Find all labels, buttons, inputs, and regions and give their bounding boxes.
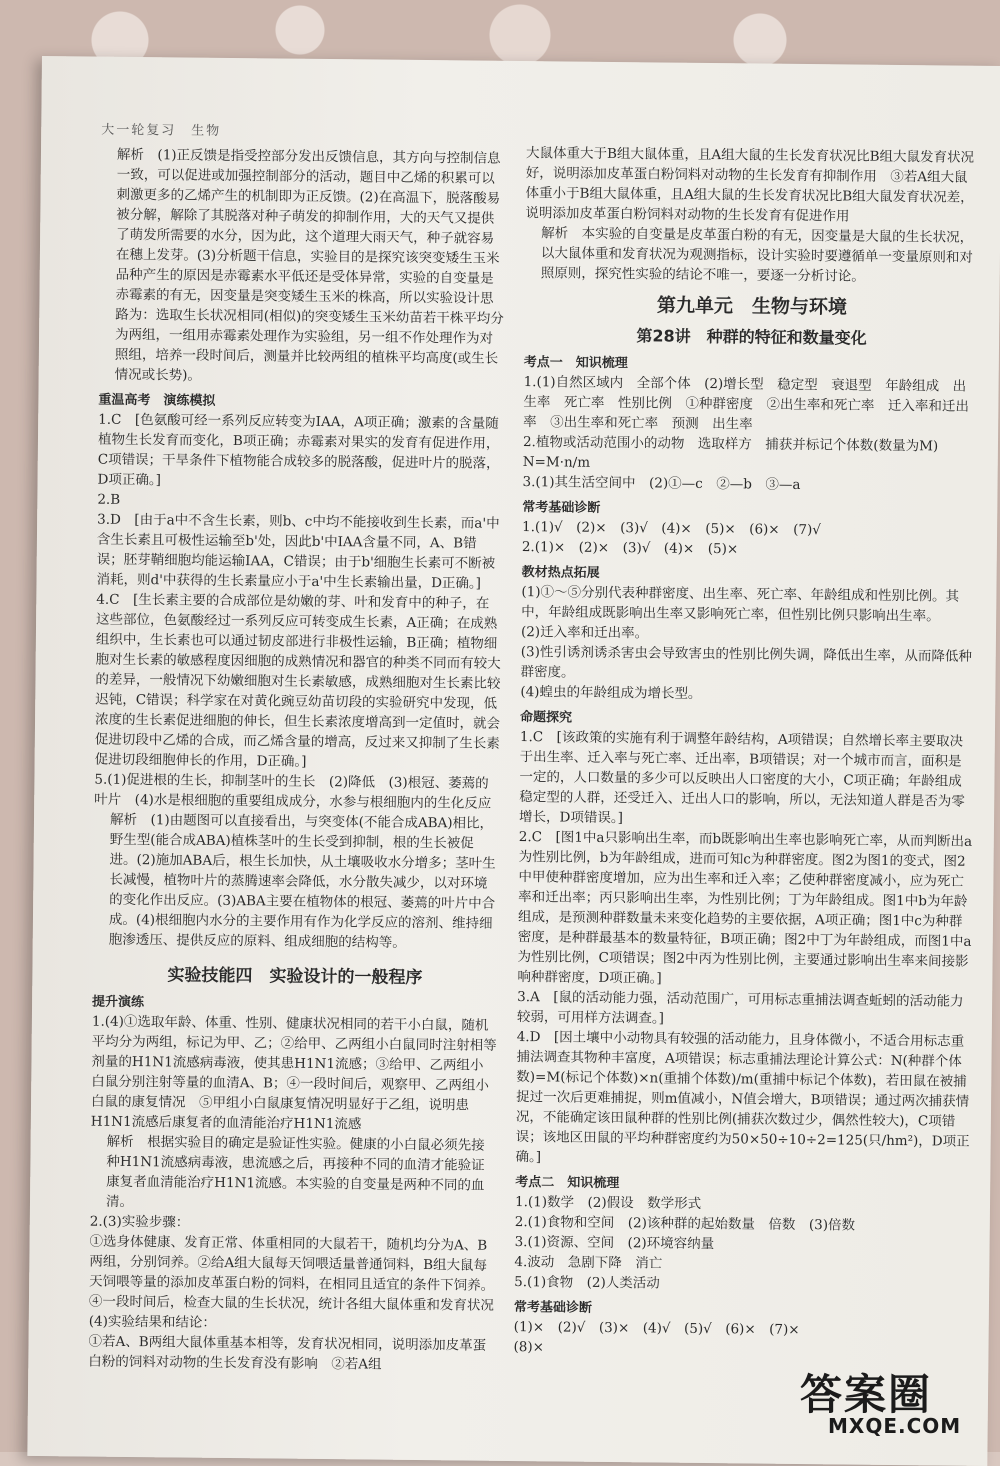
section-heading: 常考基础诊断 xyxy=(522,500,601,516)
answer-item: 1.(1)自然区域内 全部个体 (2)增长型 稳定型 衰退型 年龄组成 出生率 死亡率 性别比例 ①种群密度 ②出生率和死亡率 迁入率和迁出率 ③出生率和死亡率 预测 出生率 xyxy=(523,374,969,433)
analysis-paragraph: 解析 根据实验目的确定是验证性实验。健康的小白鼠必须先接种H1N1流感病毒液，患流感之后，再接种不同的血清才能验证康复者血清能治疗H1N1流感。本实验的自变量是两种不同的血清。 xyxy=(105,1133,485,1211)
answer-item: 4.D [因土壤中小动物具有较强的活动能力，且身体微小，不适合用标志重捕法调查其物种丰富度，A项错误；标志重捕法理论计算公式：N(种群个体数)=M(标记个体数)×n(重捕个体数)/m(重捕中标记个体数)，若田鼠在被捕捉过一次后更难捕捉，则m值减小，N值会增大，B项错误；通过两次捕获情况，不能确定该田鼠种群的性别比例(捕获次数过少，偶然性较大)，C项错误；该地区田鼠的平均种群密度约为50×50÷10÷2=125(只/hm²)，D项正确。] xyxy=(515,1029,970,1166)
section-heading: 考点一 知识梳理 xyxy=(523,355,628,372)
answer-item: 1.(1)√ (2)× (3)√ (4)× (5)× (6)× (7)√ xyxy=(522,519,821,539)
right-column xyxy=(513,143,981,1362)
answer-item: 3.(1)其生活空间中 (2)①—c ②—b ③—a xyxy=(522,474,801,493)
answer-item: 1.C [该政策的实施有利于调整年龄结构，A项错误；自然增长率主要取决于出生率、迁入率与死亡率、迁出率，B项错误；对一个城市而言，面积是一定的，人口数量的多少可以反映出人口密度的大小，C项正确；年龄组成稳定型的人群，还受迁入、迁出人口的影响，所以，无法知道人群是否为零增长，D项错误。] xyxy=(518,729,965,827)
answer-item: 大鼠体重大于B组大鼠体重，且A组大鼠的生长发育状况比B组大鼠发育状况好，说明添加皮革蛋白粉饲料对动物的生长发育有抑制作用 ③若A组大鼠体重小于B组大鼠体重，且A组大鼠的生长发育状况比B组大鼠发育状况差，说明添加皮革蛋白粉饲料对动物的生长发育有促进作用 xyxy=(525,145,975,225)
answer-item: (1)× (2)√ (3)× (4)√ (5)√ (6)× (7)× xyxy=(513,1319,800,1339)
answer-item: (1)①～⑤分别代表种群密度、出生率、死亡率、年龄组成和性别比例。其中，年龄组成既影响出生率又影响死亡率，但性别比例只影响出生率。 xyxy=(521,584,960,625)
answer-item: ①若A、B两组大鼠体重基本相等，发育状况相同，说明添加皮革蛋白粉的饲料对动物的生长发育没有影响 ②若A组 xyxy=(88,1333,487,1373)
unit-title: 第九单元 生物与环境 xyxy=(656,294,848,319)
answer-item: (3)性引诱剂诱杀害虫会导致害虫的性别比例失调，降低出生率，从而降低种群密度。 xyxy=(520,644,972,681)
answer-item: (4)蝗虫的年龄组成为增长型。 xyxy=(520,684,702,702)
answer-item: ①选身体健康、发育正常、体重相同的大鼠若干，随机均分为A、B两组，分别饲养。②给A组大鼠每天饲喂适量普通饲料，B组大鼠每天饲喂等量的添加皮革蛋白粉的饲料，在相同且适宜的条件下饲养。④一段时间后，检查大鼠的生长状况，统计各组大鼠体重和发育状况 xyxy=(88,1233,495,1314)
skill-title: 实验技能四 实验设计的一般程序 xyxy=(167,965,423,989)
section-heading: 教材热点拓展 xyxy=(521,565,600,581)
watermark-url: MXQE.COM xyxy=(828,1414,962,1438)
answer-item: 5.(1)促进根的生长，抑制茎叶的生长 (2)降低 (3)根冠、萎蔫的叶片 (4)水是根细胞的重要组成成分，水参与根细胞内的生化反应 xyxy=(94,771,492,812)
answer-item: 2.C [图1中a只影响出生率，而b既影响出生率也影响死亡率，从而判断出a为性别比例，b为年龄组成，进而可知c为种群密度。图2为图1的变式，图2中甲使种群密度增加，应为出生率和迁入率；乙使种群密度减小，应为死亡率和迁出率；丙只影响出生率，为性别比例；丁为年龄组成。图1中b为年龄组成，是预测种群数量未来变化趋势的主要依据，A项正确；图1中c为种群密度，是种群最基本的数量特征，B项正确；图2中丁为年龄组成，而图1中a为性别比例，C项错误；图2中丙为性别比例，主要通过影响出生率来间接影响种群密度，D项正确。] xyxy=(517,829,973,987)
section-heading: 命题探究 xyxy=(520,710,573,726)
analysis-paragraph: 解析 (1)正反馈是指受控部分发出反馈信息，其方向与控制信息一致，可以促进或加强控制部分的活动，题目中乙烯的积累可以刺激更多的乙烯产生的机制即为正反馈。(2)在高温下，脱落酸易被分解，解除了其脱落对种子萌发的抑制作用，大的天气又提供了萌发所需要的水分，因为此，这个道理大雨天气，种子就容易在穗上发芽。(3)分析题干信息，实验目的是探究该突变矮生玉米品种产生的原因是赤霉素水平低还是受体异常，实验的自变量是赤霉素的有无，因变量是突变矮生玉米的株高，所以实验设计思路为：选取生长状况相同(相似)的突变矮生玉米幼苗若干株平均分为两组，一组用赤霉素处理作为实验组，另一组不作处理作为对照组，培养一段时间后，测量并比较两组的植株平均高度(或生长情况或长势)。 xyxy=(114,146,504,384)
answer-item: 1.C [色氨酸可经一系列反应转变为IAA，A项正确；激素的含量随植物生长发育而变化，B项正确；赤霉素对果实的发育有促进作用，C项错误；干旱条件下植物能合成较多的脱落酸，促进叶片的脱落，D项正确。] xyxy=(97,411,500,489)
answer-item: 4.C [生长素主要的合成部位是幼嫩的芽、叶和发育中的种子，在这些部位，色氨酸经过一系列反应可转变成生长素，A正确；在成熟组织中，生长素也可以通过韧皮部进行非极性运输，B正确；植物细胞对生长素的敏感程度因细胞的成熟情况和器官的种类不同而有较大的差异，一般情况下幼嫩细胞对生长素敏感，成熟细胞对生长素比较迟钝，C错误；科学家在对黄化豌豆幼苗切段的实验研究中发现，低浓度的生长素促进细胞的伸长，但生长素浓度增高到一定值时，就会促进切段中乙烯的合成，而乙烯含量的增高，反过来又抑制了生长素促进切段细胞伸长的作用，D正确。] xyxy=(94,591,501,770)
answer-item: 4.波动 急剧下降 消亡 xyxy=(514,1254,663,1272)
analysis-paragraph: 解析 本实验的自变量是皮革蛋白粉的有无，因变量是大鼠的生长状况，以大鼠体重和发育状况为观测指标，设计实验时要遵循单一变量原则和对照原则，探究性实验的结论不唯一，要逐一分析讨论。 xyxy=(540,225,974,285)
answer-item: (2)迁入率和迁出率。 xyxy=(520,624,649,642)
answer-item: 2.植物或活动范围小的动物 选取样方 捕获并标记个体数(数量为M) N=M·n/m xyxy=(522,434,952,471)
answer-item: 1.(1)数学 (2)假设 数学形式 xyxy=(514,1194,702,1212)
answer-item: 3.(1)资源、空间 (2)环境容纳量 xyxy=(514,1234,715,1253)
left-column xyxy=(88,145,506,1376)
answer-item: 3.D [由于a中不含生长素，则b、c中均不能接收到生长素，而a'中含生长素且可极性运输至b'处，因此b'中IAA含量不同，A、B错误；胚芽鞘细胞均能运输IAA，C错误；由于b'细胞生长素可不断被消耗，则d'中获得的生长素量应小于a'中生长素输出量，D正确。] xyxy=(96,511,500,592)
analysis-paragraph: 解析 (1)由题图可以直接看出，与突变体(不能合成ABA)相比，野生型(能合成ABA)植株茎叶的生长受到抑制，根的生长被促进。(2)施加ABA后，根生长加快，从土壤吸收水分增多；茎叶生长减慢，植物叶片的蒸腾速率会降低，水分散失减少，以对环境的变化作出反应。(3)ABA主要在植物体的根冠、萎蔫的叶片中合成。(4)根细胞内水分的主要作用有作为化学反应的溶剂、维持细胞渗透压、提供反应的原料、组成细胞的结构等。 xyxy=(108,811,496,951)
watermark-logo xyxy=(800,1362,990,1442)
answer-item: 2.(1)食物和空间 (2)该种群的起始数量 倍数 (3)倍数 xyxy=(514,1214,856,1234)
running-header: 大一轮复习 生物 xyxy=(101,122,222,139)
answer-item: 1.(4)①选取年龄、体重、性别、健康状况相同的若干小白鼠，随机平均分为两组，标记为甲、乙；②给甲、乙两组小白鼠同时注射相等剂量的H1N1流感病毒液，使其患H1N1流感；③给甲、乙两组小白鼠分别注射等量的血清A、B；④一段时间后，观察甲、乙两组小白鼠的康复情况 ⑤甲组小白鼠康复情况明显好于乙组，说明患H1N1流感后康复者的血清能治疗H1N1流感 xyxy=(90,1013,497,1133)
answer-item: 2.B xyxy=(97,491,121,508)
answer-item: (8)× xyxy=(513,1339,545,1356)
watermark-text: 答案圈 xyxy=(800,1370,933,1419)
answer-item: 3.A [鼠的活动能力强，活动范围广，可用标志重捕法调查蚯蚓的活动能力较弱，可用样方法调查。] xyxy=(516,989,964,1027)
section-heading: 重温高考 演练模拟 xyxy=(98,392,216,409)
answer-item: (4)实验结果和结论： xyxy=(88,1313,216,1331)
lesson-title: 第28讲 种群的特征和数量变化 xyxy=(636,326,867,348)
section-heading: 常考基础诊断 xyxy=(513,1300,593,1316)
answer-item: 2.(1)× (2)× (3)√ (4)× (5)× xyxy=(521,539,739,558)
section-heading: 考点二 知识梳理 xyxy=(515,1175,620,1192)
answer-item: 2.(3)实验步骤： xyxy=(89,1213,190,1231)
section-heading: 提升演练 xyxy=(92,994,145,1011)
book-page xyxy=(27,56,1000,1466)
answer-item: 5.(1)食物 (2)人类活动 xyxy=(514,1274,660,1292)
